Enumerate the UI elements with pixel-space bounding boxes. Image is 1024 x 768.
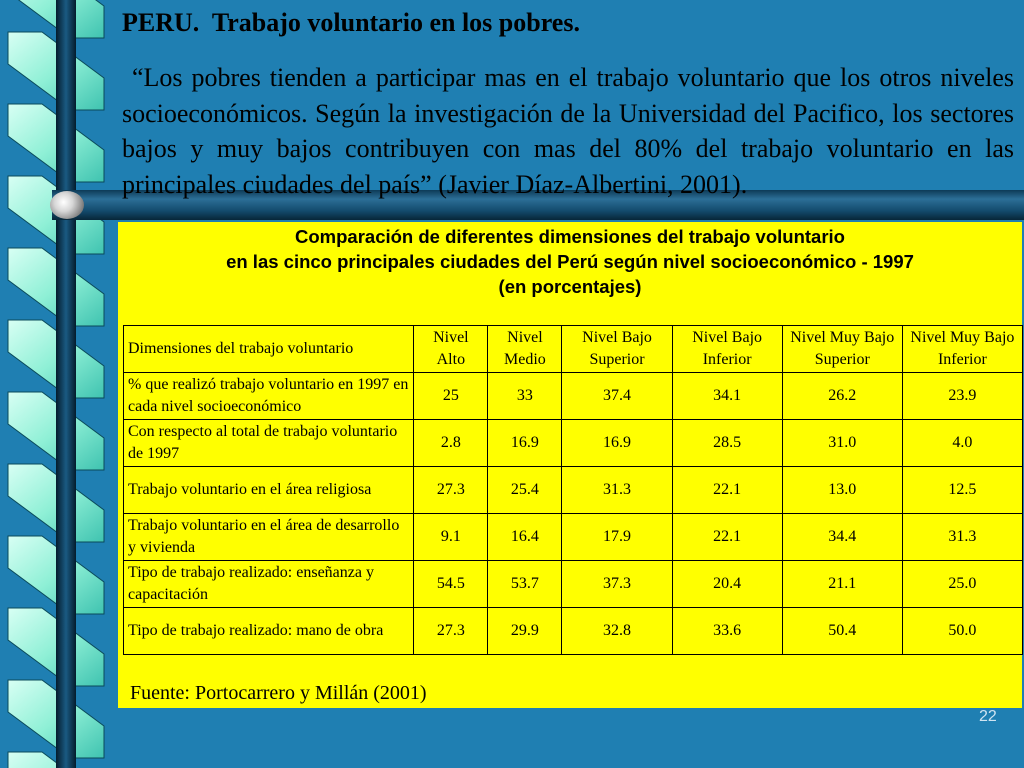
table-row bbox=[124, 514, 1023, 561]
column-header: Nivel Bajo Superior bbox=[562, 326, 672, 373]
table-cell: 32.8 bbox=[562, 608, 672, 655]
column-header: Nivel Alto bbox=[414, 326, 488, 373]
row-label: Tipo de trabajo realizado: mano de obra bbox=[124, 608, 414, 655]
table-cell: 20.4 bbox=[672, 561, 782, 608]
table-cell: 17.9 bbox=[562, 514, 672, 561]
table-row bbox=[124, 467, 1023, 514]
table-cell: 16.9 bbox=[562, 420, 672, 467]
column-header: Nivel Medio bbox=[488, 326, 562, 373]
table-cell: 22.1 bbox=[672, 467, 782, 514]
bullet-bead-icon bbox=[50, 191, 84, 219]
table-row bbox=[124, 373, 1023, 420]
table-cell: 50.0 bbox=[902, 608, 1022, 655]
table-title-line: Comparación de diferentes dimensiones del trabajo voluntario bbox=[295, 226, 845, 247]
quote-paragraph: “Los pobres tienden a participar mas en el trabajo voluntario que los otros niveles socioeconómicos. Según la investigación de la Universidad del Pacifico, los sectores bajos y muy bajos contribuyen con mas del 80% del trabajo voluntario en las principales ciudades del país” (Javier Díaz-Albertini, 2001). bbox=[122, 63, 1014, 199]
table-cell: 34.1 bbox=[672, 373, 782, 420]
table-cell: 4.0 bbox=[902, 420, 1022, 467]
table-title bbox=[118, 224, 1022, 299]
slide-title bbox=[122, 8, 580, 38]
table-cell: 31.3 bbox=[562, 467, 672, 514]
table-cell: 53.7 bbox=[488, 561, 562, 608]
row-label: Trabajo voluntario en el área de desarrollo y vivienda bbox=[124, 514, 414, 561]
table-cell: 13.0 bbox=[782, 467, 902, 514]
table-cell: 22.1 bbox=[672, 514, 782, 561]
table-cell: 33 bbox=[488, 373, 562, 420]
table-cell: 34.4 bbox=[782, 514, 902, 561]
table-row bbox=[124, 561, 1023, 608]
table-row bbox=[124, 420, 1023, 467]
table-cell: 31.3 bbox=[902, 514, 1022, 561]
table-cell: 25.0 bbox=[902, 561, 1022, 608]
column-header: Nivel Muy Bajo Superior bbox=[782, 326, 902, 373]
table-cell: 16.4 bbox=[488, 514, 562, 561]
row-label: Con respecto al total de trabajo voluntario de 1997 bbox=[124, 420, 414, 467]
table-cell: 27.3 bbox=[414, 467, 488, 514]
column-header: Nivel Muy Bajo Inferior bbox=[902, 326, 1022, 373]
table-cell: 37.3 bbox=[562, 561, 672, 608]
volunteer-work-table bbox=[123, 325, 1023, 655]
table-cell: 26.2 bbox=[782, 373, 902, 420]
title-country: PERU. bbox=[122, 8, 200, 37]
source-citation: Fuente: Portocarrero y Millán (2001) bbox=[130, 682, 427, 704]
row-label: % que realizó trabajo voluntario en 1997 en cada nivel socioeconómico bbox=[124, 373, 414, 420]
table-cell: 25 bbox=[414, 373, 488, 420]
table-title-line: en las cinco principales ciudades del Perú según nivel socioeconómico - 1997 bbox=[226, 251, 914, 272]
table-cell: 2.8 bbox=[414, 420, 488, 467]
row-label: Trabajo voluntario en el área religiosa bbox=[124, 467, 414, 514]
table-cell: 23.9 bbox=[902, 373, 1022, 420]
page-number: 22 bbox=[979, 708, 997, 725]
table-row bbox=[124, 608, 1023, 655]
table-cell: 50.4 bbox=[782, 608, 902, 655]
table-cell: 21.1 bbox=[782, 561, 902, 608]
table-cell: 33.6 bbox=[672, 608, 782, 655]
table-cell: 31.0 bbox=[782, 420, 902, 467]
title-topic: Trabajo voluntario en los pobres. bbox=[211, 8, 580, 37]
table-cell: 37.4 bbox=[562, 373, 672, 420]
table-cell: 54.5 bbox=[414, 561, 488, 608]
column-header: Nivel Bajo Inferior bbox=[672, 326, 782, 373]
table-cell: 12.5 bbox=[902, 467, 1022, 514]
table-cell: 9.1 bbox=[414, 514, 488, 561]
row-label: Tipo de trabajo realizado: enseñanza y capacitación bbox=[124, 561, 414, 608]
table-cell: 28.5 bbox=[672, 420, 782, 467]
table-title-line: (en porcentajes) bbox=[498, 276, 642, 297]
table-cell: 27.3 bbox=[414, 608, 488, 655]
table-cell: 29.9 bbox=[488, 608, 562, 655]
table-cell: 16.9 bbox=[488, 420, 562, 467]
table-panel bbox=[118, 222, 1022, 708]
table-header-row bbox=[124, 326, 1023, 373]
table-cell: 25.4 bbox=[488, 467, 562, 514]
column-header: Dimensiones del trabajo voluntario bbox=[124, 326, 414, 373]
decorative-ribbon bbox=[0, 0, 112, 768]
